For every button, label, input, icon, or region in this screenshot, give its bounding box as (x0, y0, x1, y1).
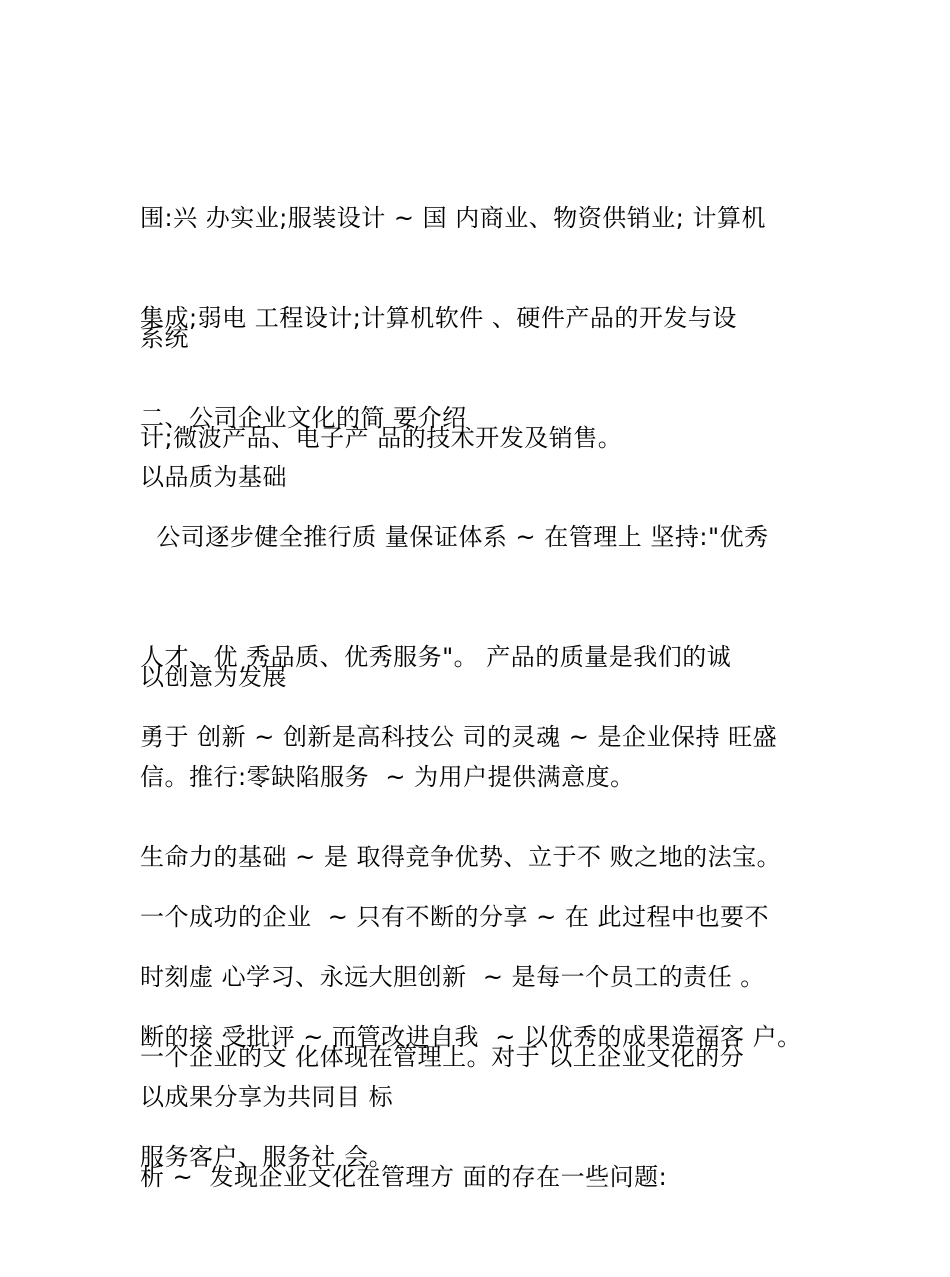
text-line: 析 ~ 发现企业文化在管理方 面的存在一些问题: (140, 1163, 668, 1191)
text-line: 以成果分享为共同目 标 (140, 1083, 394, 1111)
text-line: 人才、优 秀品质、优秀服务"。 产品的质量是我们的诚 (140, 643, 732, 671)
heading-text: 二、公司企业文化的简 要介绍 (140, 404, 467, 432)
text-line: 时刻虚 心学习、永远大胆创新 ~ 是每一个员工的责任 。 (140, 963, 765, 991)
text-line: 系统 (140, 324, 189, 352)
text-line: 勇于 创新 ~ 创新是高科技公 司的灵魂 ~ 是企业保持 旺盛 (140, 723, 778, 751)
text-line: 一个成功的企业 ~ 只有不断的分享 ~ 在 此过程中也要不 (140, 903, 769, 931)
text-line: 一个企业的文 化体现在管理上。对于 以上企业文化的分 (140, 1043, 745, 1071)
text-line: 计;微波产品、电子产 品的技术开发及销售。 (140, 424, 623, 452)
paragraph-culture-analysis (140, 957, 830, 1277)
text-line: 集成;弱电 工程设计;计算机软件 、硬件产品的开发与设 (140, 304, 737, 332)
text-line: 围:兴 办实业;服装设计 ~ 国 内商业、物资供销业; 计算机 (140, 204, 767, 232)
text-line: 断的接 受批评 ~ 而管改进自我 ~ 以优秀的成果造福客 户。 (140, 1023, 802, 1051)
text-line: 服务客户、服务社 会。 (140, 1143, 394, 1171)
text-line: 生命力的基础 ~ 是 取得竞争优势、立于不 败之地的法宝。 (140, 843, 782, 871)
text-line: 公司逐步健全推行质 量保证体系 ~ 在管理上 坚持:"优秀 (140, 523, 769, 551)
heading-text: 以创意为发展 (140, 663, 287, 691)
heading-text: 以品质为基础 (140, 463, 287, 491)
text-line: 信。推行:零缺陷服务 ~ 为用户提供满意度。 (140, 763, 635, 791)
